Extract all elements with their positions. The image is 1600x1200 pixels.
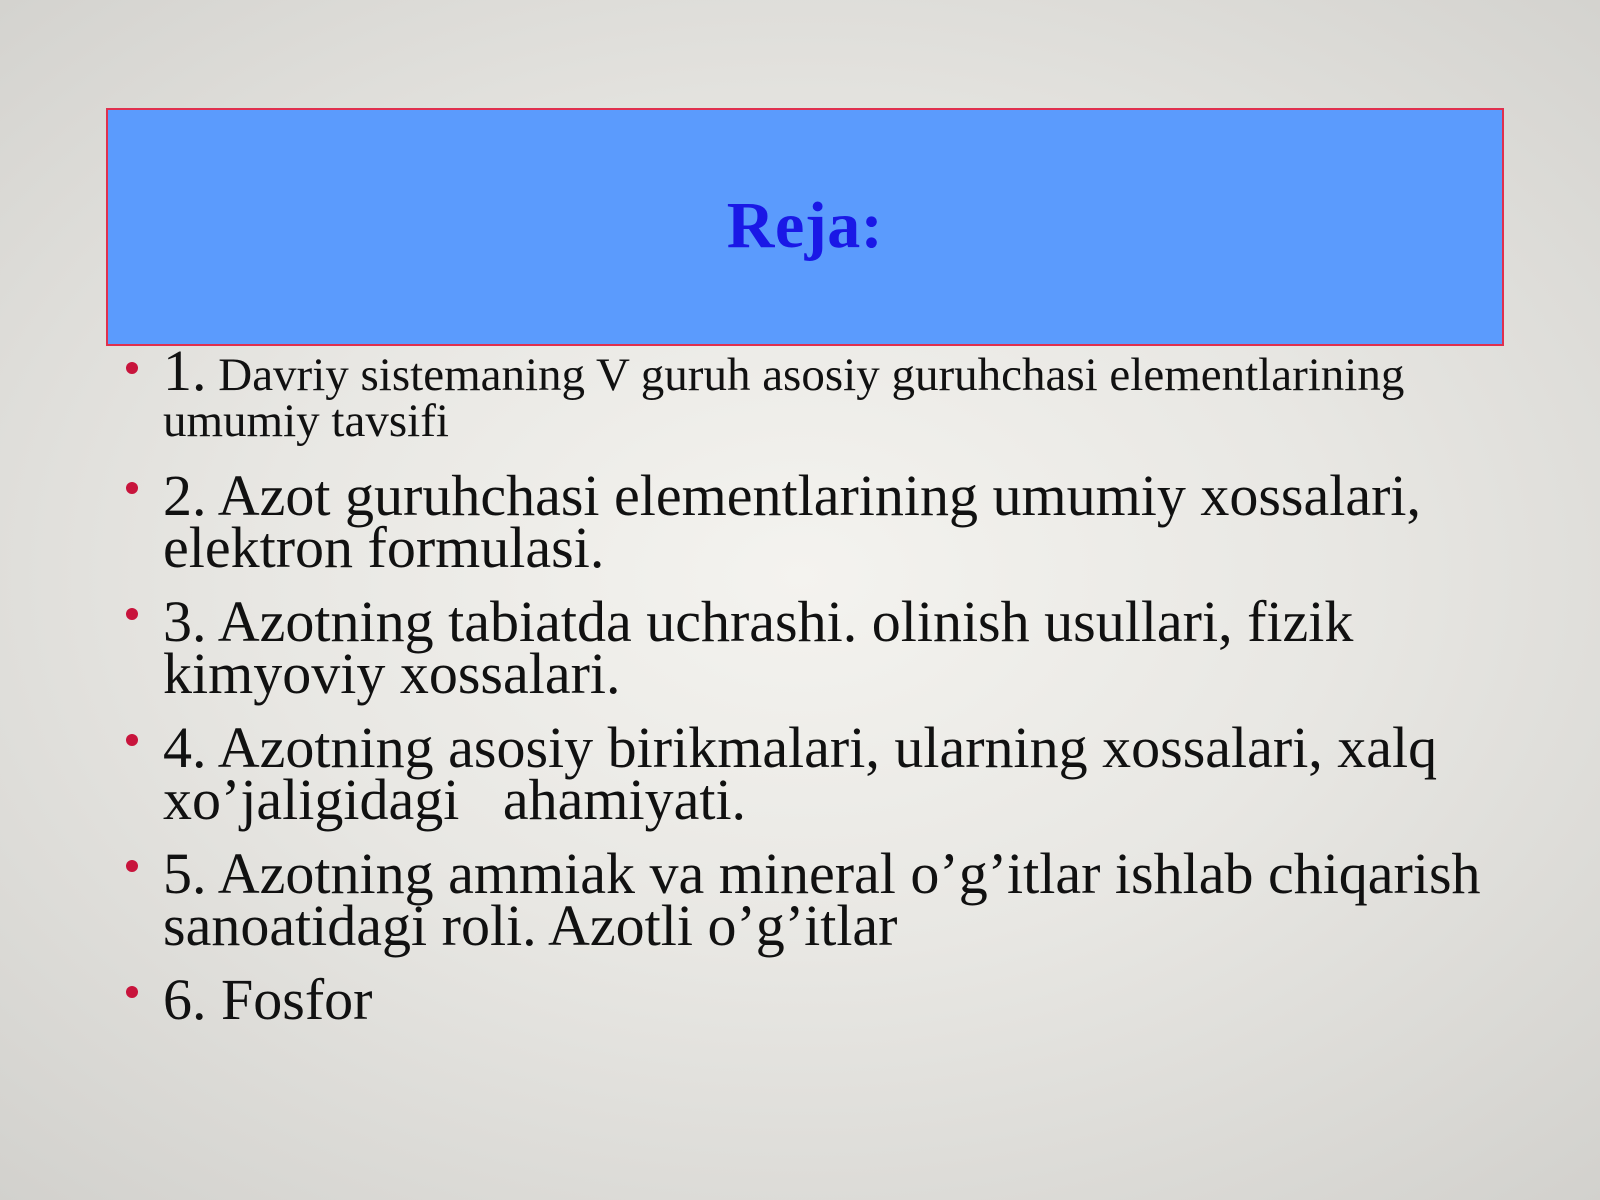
- bullet-list: [120, 338, 1560, 1048]
- list-item: [120, 589, 1560, 706]
- item-text: Fosfor: [206, 967, 373, 1032]
- list-item: [120, 841, 1560, 958]
- item-text: Azotning asosiy birikmalari, ularning xossalari, xalq xo’jaligidagi ahamiyati.: [163, 715, 1452, 832]
- list-item: [120, 967, 1560, 1032]
- bullet-icon: [126, 986, 138, 998]
- bullet-icon: [126, 482, 138, 494]
- list-item: [120, 338, 1560, 447]
- list-item: [120, 715, 1560, 832]
- item-number: 1.: [163, 338, 207, 403]
- item-text: Azotning tabiatda uchrashi. olinish usullari, fizik kimyoviy xossalari.: [163, 589, 1354, 706]
- bullet-icon: [126, 608, 138, 620]
- item-number: 2.: [163, 463, 207, 528]
- item-number: 3.: [163, 589, 207, 654]
- item-number: 5.: [163, 841, 207, 906]
- item-number: 6.: [163, 967, 207, 1032]
- item-text: Azot guruhchasi elementlarining umumiy xossalari, elektron formulasi.: [163, 463, 1422, 580]
- title-box: [106, 108, 1504, 346]
- list-item: [120, 463, 1560, 580]
- slide-title: Reja:: [726, 189, 884, 262]
- bullet-icon: [126, 734, 138, 746]
- item-text: Davriy sistemaning V guruh asosiy guruhchasi elementlarining umumiy tavsifi: [163, 349, 1405, 447]
- bullet-icon: [126, 362, 138, 374]
- item-number: 4.: [163, 715, 207, 780]
- bullet-icon: [126, 860, 138, 872]
- item-text: Azotning ammiak va mineral o’g’itlar ishlab chiqarish sanoatidagi roli. Azotli o’g’itlar: [163, 841, 1481, 958]
